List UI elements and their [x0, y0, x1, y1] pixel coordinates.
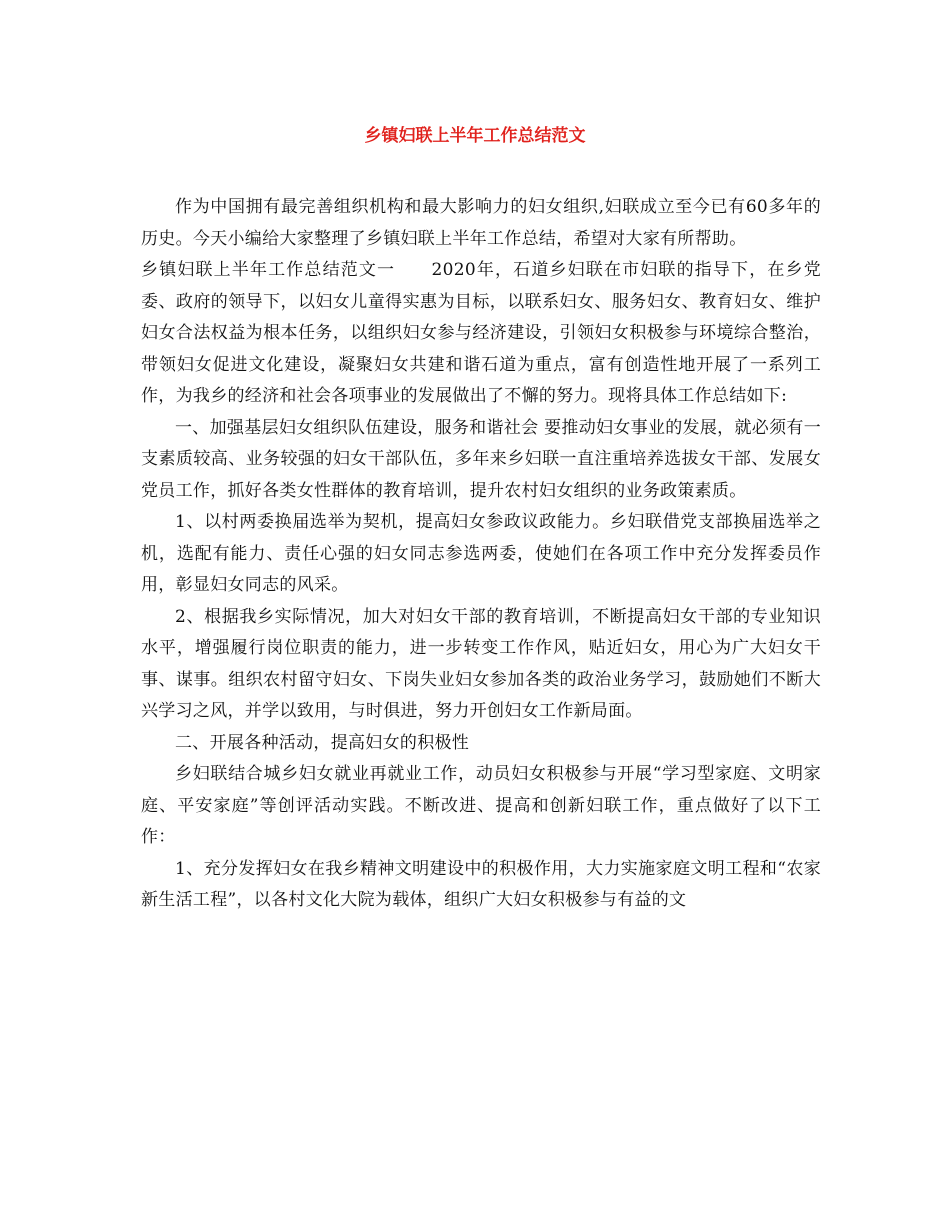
paragraph-section-one: 一、加强基层妇女组织队伍建设，服务和谐社会 要推动妇女事业的发展，就必须有一支素质较高、业务较强的妇女干部队伍，多年来乡妇联一直注重培养选拔女干部、发展女党员工作，抓好各类女性群体的教育培训，提升农村妇女组织的业务政策素质。: [141, 417, 821, 501]
document-body: [141, 192, 821, 917]
paragraph-section-two-item-1: 1、充分发挥妇女在我乡精神文明建设中的积极作用，大力实施家庭文明工程和“农家新生活工程”，以各村文化大院为载体，组织广大妇女积极参与有益的文: [141, 858, 821, 910]
document-title: 乡镇妇联上半年工作总结范文: [364, 126, 586, 146]
paragraph-item-2: 2、根据我乡实际情况，加大对妇女干部的教育培训，不断提高妇女干部的专业知识水平，增强履行岗位职责的能力，进一步转变工作作风，贴近妇女，用心为广大妇女干事、谋事。组织农村留守妇女、下岗失业妇女参加各类的政治业务学习，鼓励她们不断大兴学习之风，并学以致用，与时俱进，努力开创妇女工作新局面。: [141, 606, 821, 721]
paragraph-item-1: 1、以村两委换届选举为契机，提高妇女参政议政能力。乡妇联借党支部换届选举之机，选配有能力、责任心强的妇女同志参选两委，使她们在各项工作中充分发挥委员作用，彰显妇女同志的风采。: [141, 512, 821, 595]
paragraph-section-two-heading: 二、开展各种活动，提高妇女的积极性: [175, 732, 470, 753]
paragraph-intro: 作为中国拥有最完善组织机构和最大影响力的妇女组织,妇联成立至今已有60多年的历史。今天小编给大家整理了乡镇妇联上半年工作总结，希望对大家有所帮助。: [141, 197, 821, 249]
paragraph-summary-one: 乡镇妇联上半年工作总结范文一 2020年，石道乡妇联在市妇联的指导下，在乡党委、政府的领导下，以妇女儿童得实惠为目标，以联系妇女、服务妇女、教育妇女、维护妇女合法权益为根本任务，以组织妇女参与经济建设，引领妇女积极参与环境综合整治，带领妇女促进文化建设，凝聚妇女共建和谐石道为重点，富有创造性地开展了一系列工作，为我乡的经济和社会各项事业的发展做出了不懈的努力。现将具体工作总结如下:: [141, 260, 821, 406]
paragraph-section-two: 乡妇联结合城乡妇女就业再就业工作，动员妇女积极参与开展“学习型家庭、文明家庭、平安家庭”等创评活动实践。不断改进、提高和创新妇联工作，重点做好了以下工作：: [141, 764, 821, 847]
